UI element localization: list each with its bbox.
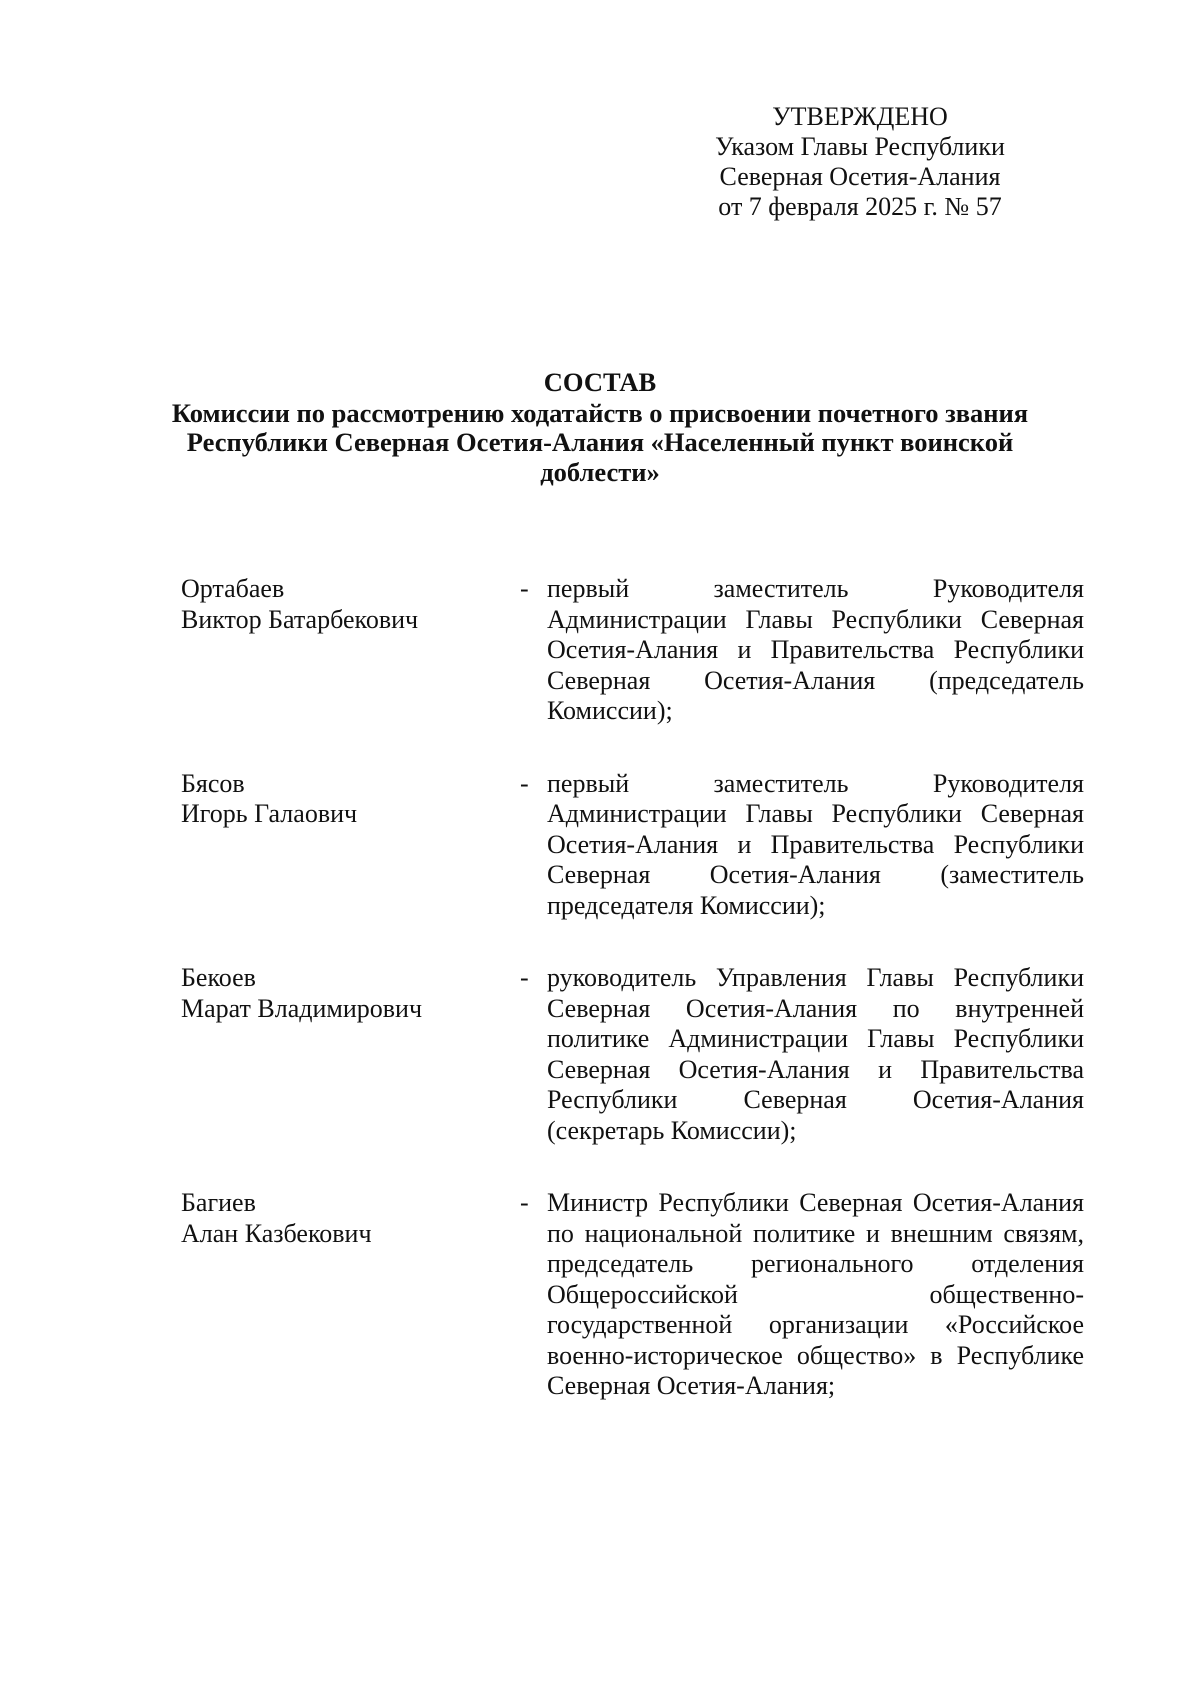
member-surname: Ортабаев xyxy=(181,574,285,603)
member-surname: Багиев xyxy=(181,1188,256,1217)
member-name xyxy=(181,963,520,1146)
member-name xyxy=(181,574,520,727)
member-role: первый заместитель Руководителя Администрации Главы Республики Северная Осетия-Алания и Правительства Республики Северная Осетия-Алания (заместитель председателя Комиссии); xyxy=(547,768,1084,920)
member-dash: - xyxy=(520,768,529,798)
approval-republic: Северная Осетия-Алания xyxy=(719,162,1001,191)
approval-date-number: от 7 февраля 2025 г. № 57 xyxy=(718,192,1002,221)
member-role: руководитель Управления Главы Республики Северная Осетия-Алания по внутренней политике Администрации Главы Республики Северная Осетия-Алания и Правительства Республики Северная Осетия-Алания (секретарь Комиссии); xyxy=(547,963,1084,1145)
approval-stamp xyxy=(695,102,1025,222)
member-entry xyxy=(181,574,1101,727)
member-entry xyxy=(181,963,1101,1146)
members-list xyxy=(181,574,1101,1444)
member-name xyxy=(181,769,520,922)
member-entry xyxy=(181,769,1101,922)
member-role: первый заместитель Руководителя Администрации Главы Республики Северная Осетия-Алания и Правительства Республики Северная Осетия-Алания (председатель Комиссии); xyxy=(547,574,1084,725)
member-entry xyxy=(181,1188,1101,1402)
member-dash: - xyxy=(520,963,529,992)
member-name xyxy=(181,1188,520,1402)
member-dash: - xyxy=(520,1188,529,1217)
member-dash: - xyxy=(520,574,529,603)
member-given-names: Марат Владимирович xyxy=(181,993,423,1023)
member-surname: Бясов xyxy=(181,768,245,798)
approval-decree: Указом Главы Республики xyxy=(715,132,1005,161)
document-title: СОСТАВ xyxy=(543,367,657,397)
member-given-names: Игорь Галаович xyxy=(181,799,358,828)
document-subtitle: Комиссии по рассмотрению ходатайств о присвоении почетного звания Республики Северная Осетия-Алания «Населенный пункт воинской доблести» xyxy=(171,397,1029,487)
member-given-names: Алан Казбекович xyxy=(181,1218,372,1248)
approval-label: УТВЕРЖДЕНО xyxy=(772,102,948,131)
member-surname: Бекоев xyxy=(181,963,256,992)
member-role: Министр Республики Северная Осетия-Алания по национальной политике и внешним связям, председатель регионального отделения Общероссийской общественно-государственной организации «Российское военно-историческое общество» в Республике Северная Осетия-Алания; xyxy=(547,1188,1084,1400)
document-heading xyxy=(150,368,1050,487)
member-given-names: Виктор Батарбекович xyxy=(181,604,419,634)
